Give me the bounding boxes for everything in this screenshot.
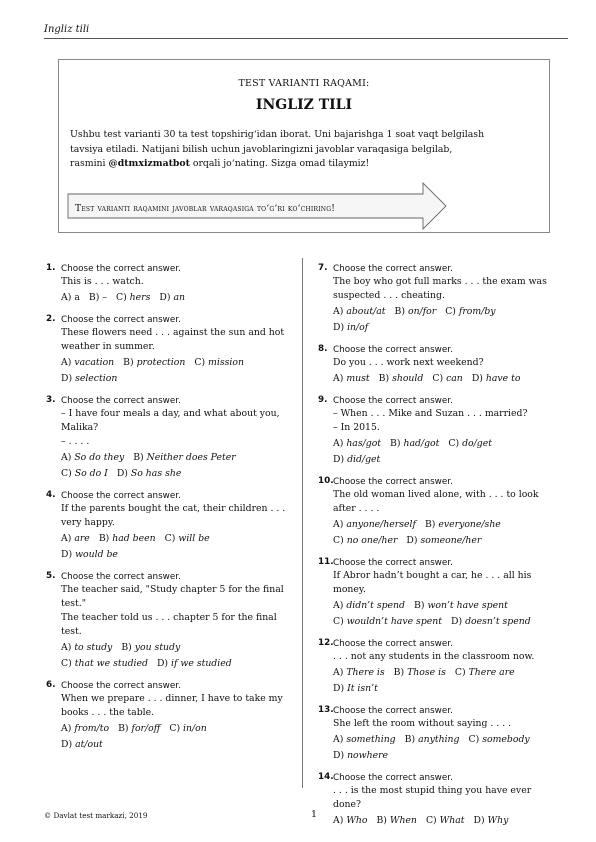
answer-option (469, 734, 530, 745)
running-header: Ingliz tili (44, 24, 90, 35)
question-number: 3. (46, 395, 56, 405)
question-number: 6. (46, 680, 56, 690)
question-text: The old woman lived alone, with . . . to look after . . . . (333, 489, 539, 514)
option-value: wouldn’t have spent (346, 616, 443, 627)
question-instruction: Choose the correct answer. (61, 264, 181, 274)
option-value: in/of (347, 322, 369, 333)
option-letter: C) (164, 533, 176, 544)
option-letter: D) (333, 322, 345, 333)
question-text: If the parents bought the cat, their children . . . very happy. (61, 503, 286, 528)
question-number: 1. (46, 263, 56, 273)
answer-options-row (61, 451, 286, 465)
answer-option (61, 642, 112, 653)
question-text: . . . is the most stupid thing you have ever done? (333, 785, 532, 810)
question-instruction: Choose the correct answer. (61, 396, 181, 406)
answer-option (99, 533, 156, 544)
option-letter: C) (194, 357, 206, 368)
answer-option (117, 468, 182, 479)
option-letter: B) (393, 667, 405, 678)
answer-option (395, 306, 437, 317)
option-value: didn’t spend (346, 600, 405, 611)
question-number: 2. (46, 314, 56, 324)
option-letter: B) (121, 642, 132, 653)
answer-option (61, 549, 118, 560)
question-number: 9. (318, 395, 328, 405)
answer-option (333, 373, 370, 384)
answer-option (379, 373, 424, 384)
answer-option (118, 723, 160, 734)
question-instruction: Choose the correct answer. (333, 639, 453, 649)
option-letter: C) (115, 292, 127, 303)
question-item (46, 395, 286, 481)
answer-options-row (333, 682, 558, 696)
answer-options-row (333, 814, 558, 828)
question-item (318, 557, 558, 629)
option-value: selection (75, 373, 118, 384)
answer-options-row (61, 532, 286, 546)
question-number: 14. (318, 772, 334, 782)
option-letter: A) (333, 734, 344, 745)
answer-option (451, 616, 531, 627)
option-letter: A) (333, 519, 344, 530)
option-letter: B) (424, 519, 436, 530)
answer-option (61, 658, 148, 669)
column-divider (302, 258, 303, 788)
option-letter: D) (159, 292, 171, 303)
option-letter: B) (88, 292, 100, 303)
answer-option (333, 306, 386, 317)
option-letter: A) (333, 667, 344, 678)
option-letter: D) (61, 549, 73, 560)
option-value: anything (418, 734, 460, 745)
option-letter: D) (116, 468, 128, 479)
question-text: This is . . . watch. (61, 276, 144, 287)
option-value: at/out (75, 739, 103, 750)
option-letter: A) (333, 438, 344, 449)
answer-option (61, 373, 117, 384)
answer-options-row (333, 305, 558, 319)
option-letter: B) (390, 438, 401, 449)
question-item (318, 476, 558, 548)
option-value: doesn’t spend (465, 616, 531, 627)
option-value: a (74, 292, 80, 303)
answer-option (425, 519, 501, 530)
option-letter: C) (61, 468, 72, 479)
answer-options-row (61, 291, 286, 305)
option-value: do/get (462, 438, 492, 449)
option-value: to study (74, 642, 113, 653)
option-letter: D) (406, 535, 418, 546)
answer-option (333, 734, 396, 745)
answer-option (426, 815, 465, 826)
option-letter: D) (333, 454, 345, 465)
option-letter: D) (156, 658, 169, 669)
question-instruction: Choose the correct answer. (333, 706, 453, 716)
question-text: – I have four meals a day, and what about you, Malika? (61, 408, 280, 433)
answer-option (333, 454, 380, 465)
answer-option (406, 535, 481, 546)
answer-option (333, 600, 405, 611)
option-value: you study (134, 642, 181, 653)
option-letter: A) (333, 600, 344, 611)
question-number: 4. (46, 490, 56, 500)
answer-options-row (333, 321, 558, 335)
option-value: someone/her (420, 535, 482, 546)
option-value: in/on (183, 723, 207, 734)
option-value: anyone/herself (346, 519, 416, 530)
question-text: If Abror hadn’t bought a car, he . . . all his money. (333, 570, 532, 595)
answer-options-row (333, 534, 558, 548)
answer-option (133, 452, 235, 463)
option-letter: B) (414, 600, 425, 611)
option-letter: B) (133, 452, 144, 463)
question-number: 12. (318, 638, 334, 648)
question-number: 13. (318, 705, 334, 715)
answer-option (165, 533, 210, 544)
option-value: Neither does Peter (146, 452, 236, 463)
option-letter: C) (169, 723, 181, 734)
telegram-handle: @dtmxizmatbot (108, 158, 190, 169)
option-value: will be (178, 533, 210, 544)
answer-option (333, 519, 416, 530)
question-instruction: Choose the correct answer. (61, 315, 181, 325)
question-text: When we prepare . . . dinner, I have to take my books . . . the table. (61, 693, 283, 718)
option-letter: D) (473, 815, 485, 826)
box-title: TEST VARIANTI RAQAMI: (238, 78, 370, 89)
option-value: When (389, 815, 417, 826)
option-value: if we studied (171, 658, 232, 669)
answer-option (61, 357, 114, 368)
answer-options-row (61, 738, 286, 752)
question-number: 11. (318, 557, 334, 567)
question-instruction: Choose the correct answer. (61, 681, 181, 691)
option-value: about/at (346, 306, 386, 317)
option-value: vacation (74, 357, 115, 368)
answer-options-row (333, 666, 558, 680)
answer-options-row (333, 372, 558, 386)
option-value: from/to (74, 723, 110, 734)
answer-option (414, 600, 508, 611)
question-item (318, 638, 558, 696)
question-column-right (318, 263, 558, 837)
question-instruction: Choose the correct answer. (333, 558, 453, 568)
question-instruction: Choose the correct answer. (333, 477, 453, 487)
question-text: – . . . . (61, 436, 90, 447)
option-value: protection (136, 357, 186, 368)
answer-option (157, 658, 232, 669)
option-value: on/for (407, 306, 437, 317)
option-letter: B) (378, 373, 390, 384)
box-instructions (70, 128, 489, 172)
option-letter: C) (448, 438, 460, 449)
option-value: an (173, 292, 185, 303)
option-letter: C) (333, 535, 344, 546)
option-letter: B) (394, 306, 406, 317)
option-value: So do I (74, 468, 108, 479)
answer-option (333, 322, 368, 333)
option-value: from/by (458, 306, 496, 317)
option-value: There is (346, 667, 385, 678)
answer-option (455, 667, 515, 678)
option-value: everyone/she (438, 519, 501, 530)
question-number: 10. (318, 476, 334, 486)
option-value: nowhere (347, 750, 389, 761)
option-value: no one/her (346, 535, 398, 546)
option-letter: B) (404, 734, 416, 745)
option-letter: C) (468, 734, 480, 745)
option-letter: A) (61, 357, 72, 368)
answer-option (376, 815, 416, 826)
answer-options-row (333, 437, 558, 451)
answer-option (123, 357, 185, 368)
option-letter: B) (123, 357, 134, 368)
instructions-text-1: Ushbu test varianti 30 ta test topshirig‘idan iborat. Uni bajarishga 1 soat vaqt belgilash tavsiya etiladi. Natijani bilish uchun javoblaringizni javoblar varaqasiga belgilab, rasmini (70, 129, 485, 169)
answer-options-row (333, 518, 558, 532)
question-item (318, 772, 558, 828)
answer-options-row (61, 467, 286, 481)
answer-options-row (333, 453, 558, 467)
option-value: are (74, 533, 90, 544)
answer-options-row (61, 372, 286, 386)
answer-option (445, 306, 495, 317)
answer-option (61, 533, 90, 544)
answer-option (333, 750, 388, 761)
option-letter: A) (61, 533, 72, 544)
option-letter: A) (333, 815, 344, 826)
question-text: The teacher told us . . . chapter 5 for the final test. (61, 612, 277, 637)
option-letter: C) (333, 616, 344, 627)
answer-options-row (61, 641, 286, 655)
option-value: What (439, 815, 465, 826)
question-instruction: Choose the correct answer. (333, 264, 453, 274)
option-letter: D) (471, 373, 483, 384)
option-letter: A) (61, 452, 72, 463)
answer-option (333, 667, 385, 678)
option-value: had been (112, 533, 156, 544)
arrow-label: Test varianti raqamini javoblar varaqasiga to‘g‘ri ko‘chiring! (75, 203, 336, 214)
answer-option (472, 373, 521, 384)
option-letter: C) (425, 815, 437, 826)
question-instruction: Choose the correct answer. (61, 491, 181, 501)
answer-option (394, 667, 446, 678)
question-item (46, 490, 286, 562)
answer-option (448, 438, 492, 449)
instructions-text-2: orqali jo‘nating. Sizga omad tilaymiz! (189, 158, 370, 169)
option-letter: C) (432, 373, 444, 384)
answer-option (61, 723, 109, 734)
answer-options-row (333, 733, 558, 747)
option-value: must (346, 373, 370, 384)
question-item (46, 263, 286, 305)
option-value: did/get (347, 454, 381, 465)
option-value: Those is (407, 667, 446, 678)
answer-option (333, 683, 378, 694)
question-instruction: Choose the correct answer. (61, 572, 181, 582)
question-text: – In 2015. (333, 422, 380, 433)
option-value: somebody (482, 734, 530, 745)
question-text: – When . . . Mike and Suzan . . . married? (333, 408, 528, 419)
answer-option (405, 734, 460, 745)
question-item (46, 680, 286, 752)
answer-option (159, 292, 185, 303)
answer-option (169, 723, 206, 734)
question-column-left (46, 263, 286, 761)
question-text: She left the room without saying . . . . (333, 718, 512, 729)
question-item (318, 344, 558, 386)
question-text: The teacher said, "Study chapter 5 for the final test." (61, 584, 284, 609)
answer-option (333, 616, 442, 627)
option-value: won’t have spent (427, 600, 508, 611)
answer-option (473, 815, 508, 826)
option-value: So has she (130, 468, 182, 479)
option-value: – (102, 292, 107, 303)
answer-option (121, 642, 180, 653)
answer-options-row (333, 599, 558, 613)
question-text: The boy who got full marks . . . the exam was suspected . . . cheating. (333, 276, 547, 301)
answer-option (61, 468, 108, 479)
question-item (318, 395, 558, 467)
option-value: should (392, 373, 424, 384)
option-value: hers (129, 292, 151, 303)
option-letter: B) (98, 533, 110, 544)
option-letter: A) (61, 642, 72, 653)
answer-option (61, 739, 103, 750)
option-letter: C) (445, 306, 456, 317)
box-subject: INGLIZ TILI (255, 97, 353, 113)
answer-option (333, 438, 381, 449)
option-value: mission (208, 357, 244, 368)
answer-options-row (61, 356, 286, 370)
question-instruction: Choose the correct answer. (333, 773, 453, 783)
answer-options-row (61, 548, 286, 562)
option-value: have to (485, 373, 521, 384)
answer-option (390, 438, 439, 449)
option-value: has/got (346, 438, 382, 449)
option-letter: C) (61, 658, 72, 669)
question-text: Do you . . . work next weekend? (333, 357, 484, 368)
option-letter: C) (454, 667, 466, 678)
answer-option (61, 292, 80, 303)
option-value: Why (487, 815, 509, 826)
page-number: 1 (311, 809, 318, 820)
answer-option (194, 357, 244, 368)
option-value: It isn’t (347, 683, 378, 694)
answer-options-row (61, 657, 286, 671)
option-value: There are (468, 667, 515, 678)
footer-copyright: © Davlat test markazi, 2019 (44, 811, 148, 820)
option-letter: A) (333, 306, 344, 317)
answer-option (61, 452, 124, 463)
option-value: Who (346, 815, 368, 826)
option-value: So do they (74, 452, 125, 463)
option-value: for/off (131, 723, 161, 734)
question-instruction: Choose the correct answer. (333, 396, 453, 406)
question-item (46, 571, 286, 671)
option-value: would be (75, 549, 118, 560)
question-item (318, 705, 558, 763)
answer-option (116, 292, 150, 303)
option-letter: D) (333, 683, 345, 694)
question-text: . . . not any students in the classroom now. (333, 651, 535, 662)
header-rule (44, 38, 568, 39)
answer-option (333, 535, 397, 546)
option-letter: D) (333, 750, 345, 761)
question-number: 8. (318, 344, 328, 354)
option-letter: D) (61, 373, 73, 384)
question-text: These flowers need . . . against the sun and hot weather in summer. (61, 327, 285, 352)
test-info-box (58, 59, 550, 233)
option-letter: A) (333, 373, 344, 384)
option-letter: B) (118, 723, 129, 734)
question-instruction: Choose the correct answer. (333, 345, 453, 355)
option-letter: A) (61, 723, 72, 734)
answer-option (432, 373, 462, 384)
option-letter: D) (61, 739, 73, 750)
question-number: 5. (46, 571, 56, 581)
answer-options-row (333, 615, 558, 629)
answer-option (333, 815, 367, 826)
question-number: 7. (318, 263, 328, 273)
option-letter: A) (61, 292, 72, 303)
option-value: that we studied (74, 658, 148, 669)
option-value: something (346, 734, 396, 745)
answer-options-row (61, 722, 286, 736)
question-item (318, 263, 558, 335)
question-item (46, 314, 286, 386)
answer-options-row (333, 749, 558, 763)
answer-option (89, 292, 107, 303)
option-letter: D) (451, 616, 463, 627)
option-value: had/got (403, 438, 440, 449)
option-letter: B) (376, 815, 387, 826)
option-value: can (446, 373, 463, 384)
